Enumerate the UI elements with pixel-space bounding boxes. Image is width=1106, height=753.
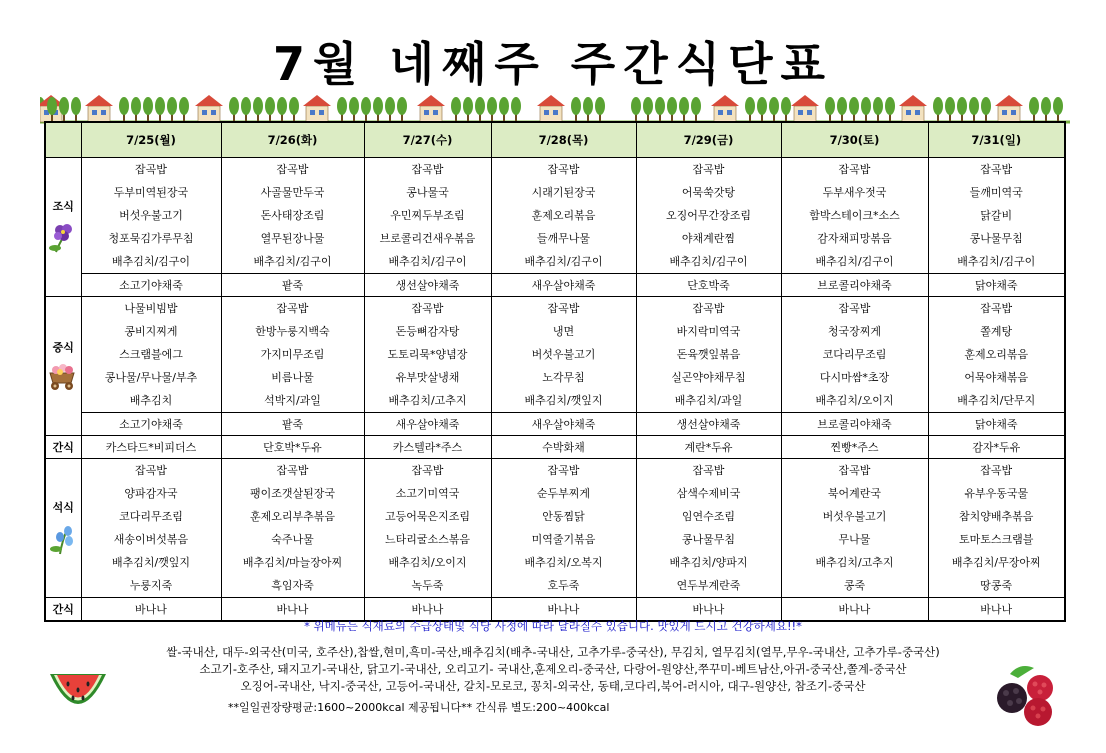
menu-item: 잡곡밥: [411, 302, 444, 315]
menu-item: 어묵쑥갓탕: [681, 186, 736, 199]
snack-cell: 계란*두유: [636, 436, 781, 459]
menu-item: 잡곡밥: [838, 302, 871, 315]
menu-item: 새송이버섯볶음: [113, 533, 189, 546]
menu-item: 잡곡밥: [135, 163, 167, 176]
menu-item: 잡곡밥: [980, 302, 1013, 315]
menu-item: 코다리무조림: [119, 510, 183, 523]
porridge-cell: 닭야채죽: [928, 413, 1065, 436]
menu-item: 임연수조림: [681, 510, 736, 523]
day-header: 7/28(목): [491, 122, 636, 158]
menu-item: 콩나물무침: [969, 232, 1023, 245]
origin-line: 쌀-국내산, 대두-외국산(미국, 호주산),찹쌀,현미,흑미-국산,배추김치(배추-국내산, 고추가루-중국산), 무김치, 열무김치(열무,무우-국내산, 고추가루-중국산): [166, 645, 940, 659]
menu-item: 석박지/과일: [264, 394, 321, 407]
menu-item: 북어계란국: [827, 487, 882, 500]
day-header: 7/31(일): [928, 122, 1065, 158]
porridge-cell: 생선살야채죽: [636, 413, 781, 436]
snack-cell: 카스타드*비피더스: [81, 436, 221, 459]
menu-item: 시래기된장국: [531, 186, 596, 199]
menu-item: 배추김치/김구이: [957, 255, 1036, 268]
menu-item: 흑임자죽: [271, 579, 314, 592]
porridge-cell: 단호박죽: [636, 274, 781, 297]
menu-item: 배추김치/김구이: [388, 255, 467, 268]
menu-item: 잡곡밥: [411, 464, 444, 477]
menu-item: 청포묵김가루무침: [108, 232, 194, 245]
menu-item: 잡곡밥: [692, 302, 725, 315]
dinner-cell: [221, 459, 364, 598]
menu-item: 잡곡밥: [692, 163, 725, 176]
menu-item: 참치양배추볶음: [959, 510, 1034, 523]
origin-line: 소고기-호주산, 돼지고기-국내산, 닭고기-국내산, 오리고기- 국내산,훈제오리-중국산, 다랑어-원양산,쭈꾸미-베트남산,아귀-중국산,쫄계-중국산: [199, 662, 907, 676]
meal-label-lunch: [45, 297, 81, 436]
menu-item: 닭갈비: [980, 209, 1013, 222]
menu-item: 브로콜리건새우볶음: [379, 232, 476, 245]
lunch-cell: [636, 297, 781, 413]
menu-item: 야채계란찜: [681, 232, 736, 245]
berries-icon: [990, 660, 1066, 730]
menu-item: 누룽지죽: [129, 579, 173, 592]
menu-item: 두부미역된장국: [113, 186, 189, 199]
porridge-cell: 팥죽: [221, 274, 364, 297]
menu-item: 팽이조갯살된장국: [249, 487, 335, 500]
menu-item: 돈육깻잎볶음: [676, 348, 741, 361]
village-decoration: [40, 92, 1070, 124]
porridge-cell: 팥죽: [221, 413, 364, 436]
day-header: 7/25(월): [81, 122, 221, 158]
snack2-cell: 바나나: [781, 598, 928, 622]
breakfast-label: 조식: [52, 199, 74, 213]
menu-item: 배추김치/단무지: [957, 394, 1036, 407]
snack2-cell: 바나나: [491, 598, 636, 622]
menu-item: 배추김치/김구이: [524, 255, 603, 268]
dinner-label: 석식: [52, 500, 74, 514]
menu-item: 두부새우젓국: [822, 186, 887, 199]
snack2-cell: 바나나: [928, 598, 1065, 622]
menu-item: 배추김치/양파지: [669, 556, 748, 569]
menu-item: 배추김치/김구이: [669, 255, 748, 268]
watermelon-icon: [46, 660, 110, 724]
dinner-cell: [928, 459, 1065, 598]
menu-item: 노각무침: [542, 371, 585, 384]
menu-item: 사골물만두국: [260, 186, 325, 199]
menu-item: 열무된장나물: [260, 232, 325, 245]
menu-item: 어묵야채볶음: [964, 371, 1029, 384]
dinner-cell: [81, 459, 221, 598]
menu-item: 비름나물: [271, 371, 314, 384]
menu-item: 배추김치/무장아찌: [951, 556, 1041, 569]
menu-item: 배추김치/김구이: [253, 255, 332, 268]
weekly-menu-table: [44, 121, 1066, 622]
menu-item: 한방누룽지백숙: [255, 325, 330, 338]
snack2-cell: 바나나: [81, 598, 221, 622]
menu-item: 버섯우불고기: [531, 348, 596, 361]
origin-line: 오징어-국내산, 낙지-중국산, 고등어-국내산, 갈치-모로코, 꽁치-외국산, 동태,코다리,북어-러시아, 대구-원양산, 참조기-중국산: [240, 679, 866, 693]
menu-item: 잡곡밥: [838, 163, 871, 176]
menu-item: 버섯우불고기: [119, 209, 183, 222]
menu-item: 순두부찌게: [536, 487, 591, 500]
menu-item: 배추김치/고추지: [815, 556, 894, 569]
menu-item: 콩나물국: [406, 186, 449, 199]
snack2-label: 간식: [45, 598, 81, 622]
menu-item: 배추김치/고추지: [388, 394, 467, 407]
menu-item: 콩나물무침: [681, 533, 736, 546]
menu-item: 잡곡밥: [547, 302, 580, 315]
menu-item: 소고기미역국: [395, 487, 460, 500]
lunch-cell: [221, 297, 364, 413]
menu-item: 잡곡밥: [135, 464, 167, 477]
menu-item: 배추김치/김구이: [111, 255, 191, 268]
menu-item: 배추김치/깻잎지: [111, 556, 191, 569]
menu-item: 코다리무조림: [822, 348, 887, 361]
porridge-cell: 소고기야채죽: [81, 413, 221, 436]
menu-item: 잡곡밥: [547, 163, 580, 176]
snack-cell: 단호박*두유: [221, 436, 364, 459]
menu-item: 유부우동국물: [964, 487, 1029, 500]
menu-item: 양파감자국: [124, 487, 178, 500]
bluebell-flower-icon: [48, 521, 78, 555]
menu-item: 들깨미역국: [969, 186, 1023, 199]
menu-item: 배추김치/김구이: [815, 255, 894, 268]
menu-item: 삼색수제비국: [676, 487, 741, 500]
menu-item: 유부맛살냉채: [395, 371, 460, 384]
menu-item: 배추김치/깻잎지: [524, 394, 603, 407]
snack-cell: 감자*두유: [928, 436, 1065, 459]
porridge-cell: 소고기야채죽: [81, 274, 221, 297]
menu-item: 잡곡밥: [692, 464, 725, 477]
violet-flower-icon: [48, 220, 78, 254]
snack-cell: 수박화채: [491, 436, 636, 459]
snack-row: [45, 436, 1065, 459]
page-title: 7월 네째주 주간식단표: [273, 37, 833, 91]
breakfast-cell: [81, 158, 221, 274]
menu-item: 들깨무나물: [536, 232, 591, 245]
menu-item: 버섯우불고기: [822, 510, 887, 523]
menu-item: 함박스테이크*소스: [809, 209, 900, 222]
lunch-porridge-row: [45, 413, 1065, 436]
menu-item: 콩나물/무나물/부추: [104, 371, 198, 384]
menu-item: 스크램블에그: [119, 348, 183, 361]
meal-label-dinner: [45, 459, 81, 598]
breakfast-porridge-row: [45, 274, 1065, 297]
porridge-cell: 새우살야채죽: [491, 413, 636, 436]
menu-item: 녹두죽: [411, 579, 444, 592]
menu-item: 배추김치: [129, 394, 173, 407]
menu-item: 잡곡밥: [980, 464, 1013, 477]
menu-item: 잡곡밥: [276, 163, 309, 176]
menu-item: 돈등뼈감자탕: [395, 325, 460, 338]
snack-cell: 찐빵*주스: [781, 436, 928, 459]
menu-item: 연두부계란죽: [676, 579, 741, 592]
breakfast-row: [45, 158, 1065, 274]
menu-item: 우민찌두부조림: [390, 209, 465, 222]
menu-item: 훈제오리볶음: [964, 348, 1029, 361]
menu-item: 가지미무조림: [260, 348, 325, 361]
menu-item: 잡곡밥: [276, 464, 309, 477]
menu-item: 배추김치/오이지: [815, 394, 894, 407]
porridge-cell: 브로콜리야채죽: [781, 274, 928, 297]
menu-item: 훈제오리볶음: [531, 209, 596, 222]
flower-cart-icon: [47, 361, 79, 391]
menu-item: 콩죽: [843, 579, 866, 592]
porridge-cell: 닭야채죽: [928, 274, 1065, 297]
menu-item: 바지락미역국: [676, 325, 741, 338]
dinner-cell: [636, 459, 781, 598]
menu-item: 느타리굴소스볶음: [384, 533, 470, 546]
dinner-cell: [781, 459, 928, 598]
menu-item: 쫄계탕: [980, 325, 1013, 338]
menu-item: 땅콩죽: [980, 579, 1013, 592]
menu-item: 숙주나물: [271, 533, 314, 546]
dinner-cell: [491, 459, 636, 598]
menu-item: 오징어무간장조림: [665, 209, 751, 222]
menu-item: 청국장찌게: [827, 325, 882, 338]
lunch-cell: [928, 297, 1065, 413]
lunch-cell: [491, 297, 636, 413]
menu-item: 호두죽: [547, 579, 580, 592]
notice-text: * 위메뉴는 식재료의 수급상태및 식당 사정에 따라 달라질수 있습니다. 맛있게 드시고 건강하세요!!*: [304, 619, 802, 633]
menu-item: 무나물: [838, 533, 871, 546]
snack-cell: 카스텔라*주스: [364, 436, 491, 459]
menu-item: 잡곡밥: [411, 163, 444, 176]
header-corner: [45, 122, 81, 158]
breakfast-cell: [364, 158, 491, 274]
snack-label: 간식: [45, 436, 81, 459]
menu-item: 잡곡밥: [980, 163, 1013, 176]
snack2-cell: 바나나: [364, 598, 491, 622]
lunch-row: [45, 297, 1065, 413]
menu-item: 돈사태장조림: [260, 209, 325, 222]
menu-item: 잡곡밥: [838, 464, 871, 477]
menu-item: 안동찜닭: [542, 510, 585, 523]
porridge-cell: 새우살야채죽: [491, 274, 636, 297]
menu-item: 고등어묵은지조림: [384, 510, 470, 523]
header-row: [45, 122, 1065, 158]
menu-item: 배추김치/오복지: [524, 556, 603, 569]
snack2-cell: 바나나: [636, 598, 781, 622]
menu-item: 도토리묵*양념장: [387, 348, 468, 361]
menu-item: 훈제오리부추볶음: [249, 510, 335, 523]
lunch-cell: [81, 297, 221, 413]
kcal-note: **일일권장량평균:1600~2000kcal 제공됩니다** 간식류 별도:200~400kcal: [228, 701, 610, 714]
porridge-cell: 생선살야채죽: [364, 274, 491, 297]
day-header: 7/30(토): [781, 122, 928, 158]
lunch-cell: [781, 297, 928, 413]
dinner-row: [45, 459, 1065, 598]
breakfast-cell: [781, 158, 928, 274]
menu-item: 토마토스크램블: [959, 533, 1034, 546]
breakfast-cell: [491, 158, 636, 274]
menu-item: 배추김치/마늘장아찌: [242, 556, 343, 569]
lunch-cell: [364, 297, 491, 413]
menu-item: 잡곡밥: [276, 302, 309, 315]
meal-label-breakfast: [45, 158, 81, 297]
breakfast-cell: [221, 158, 364, 274]
lunch-label: 중식: [52, 340, 74, 354]
menu-item: 배추김치/오이지: [388, 556, 467, 569]
porridge-cell: 새우살야채죽: [364, 413, 491, 436]
day-header: 7/29(금): [636, 122, 781, 158]
menu-item: 다시마쌈*초장: [819, 371, 890, 384]
breakfast-cell: [636, 158, 781, 274]
origin-info: [0, 644, 1106, 695]
menu-item: 배추김치/과일: [674, 394, 743, 407]
menu-item: 미역줄기볶음: [531, 533, 596, 546]
menu-item: 나물비빔밥: [124, 302, 178, 315]
menu-item: 콩비지찌게: [124, 325, 178, 338]
menu-item: 실곤약야채무침: [671, 371, 746, 384]
dinner-cell: [364, 459, 491, 598]
snack2-cell: 바나나: [221, 598, 364, 622]
menu-item: 냉면: [552, 325, 575, 338]
menu-item: 잡곡밥: [547, 464, 580, 477]
day-header: 7/27(수): [364, 122, 491, 158]
menu-item: 감자채피망볶음: [817, 232, 892, 245]
breakfast-cell: [928, 158, 1065, 274]
porridge-cell: 브로콜리야채죽: [781, 413, 928, 436]
day-header: 7/26(화): [221, 122, 364, 158]
